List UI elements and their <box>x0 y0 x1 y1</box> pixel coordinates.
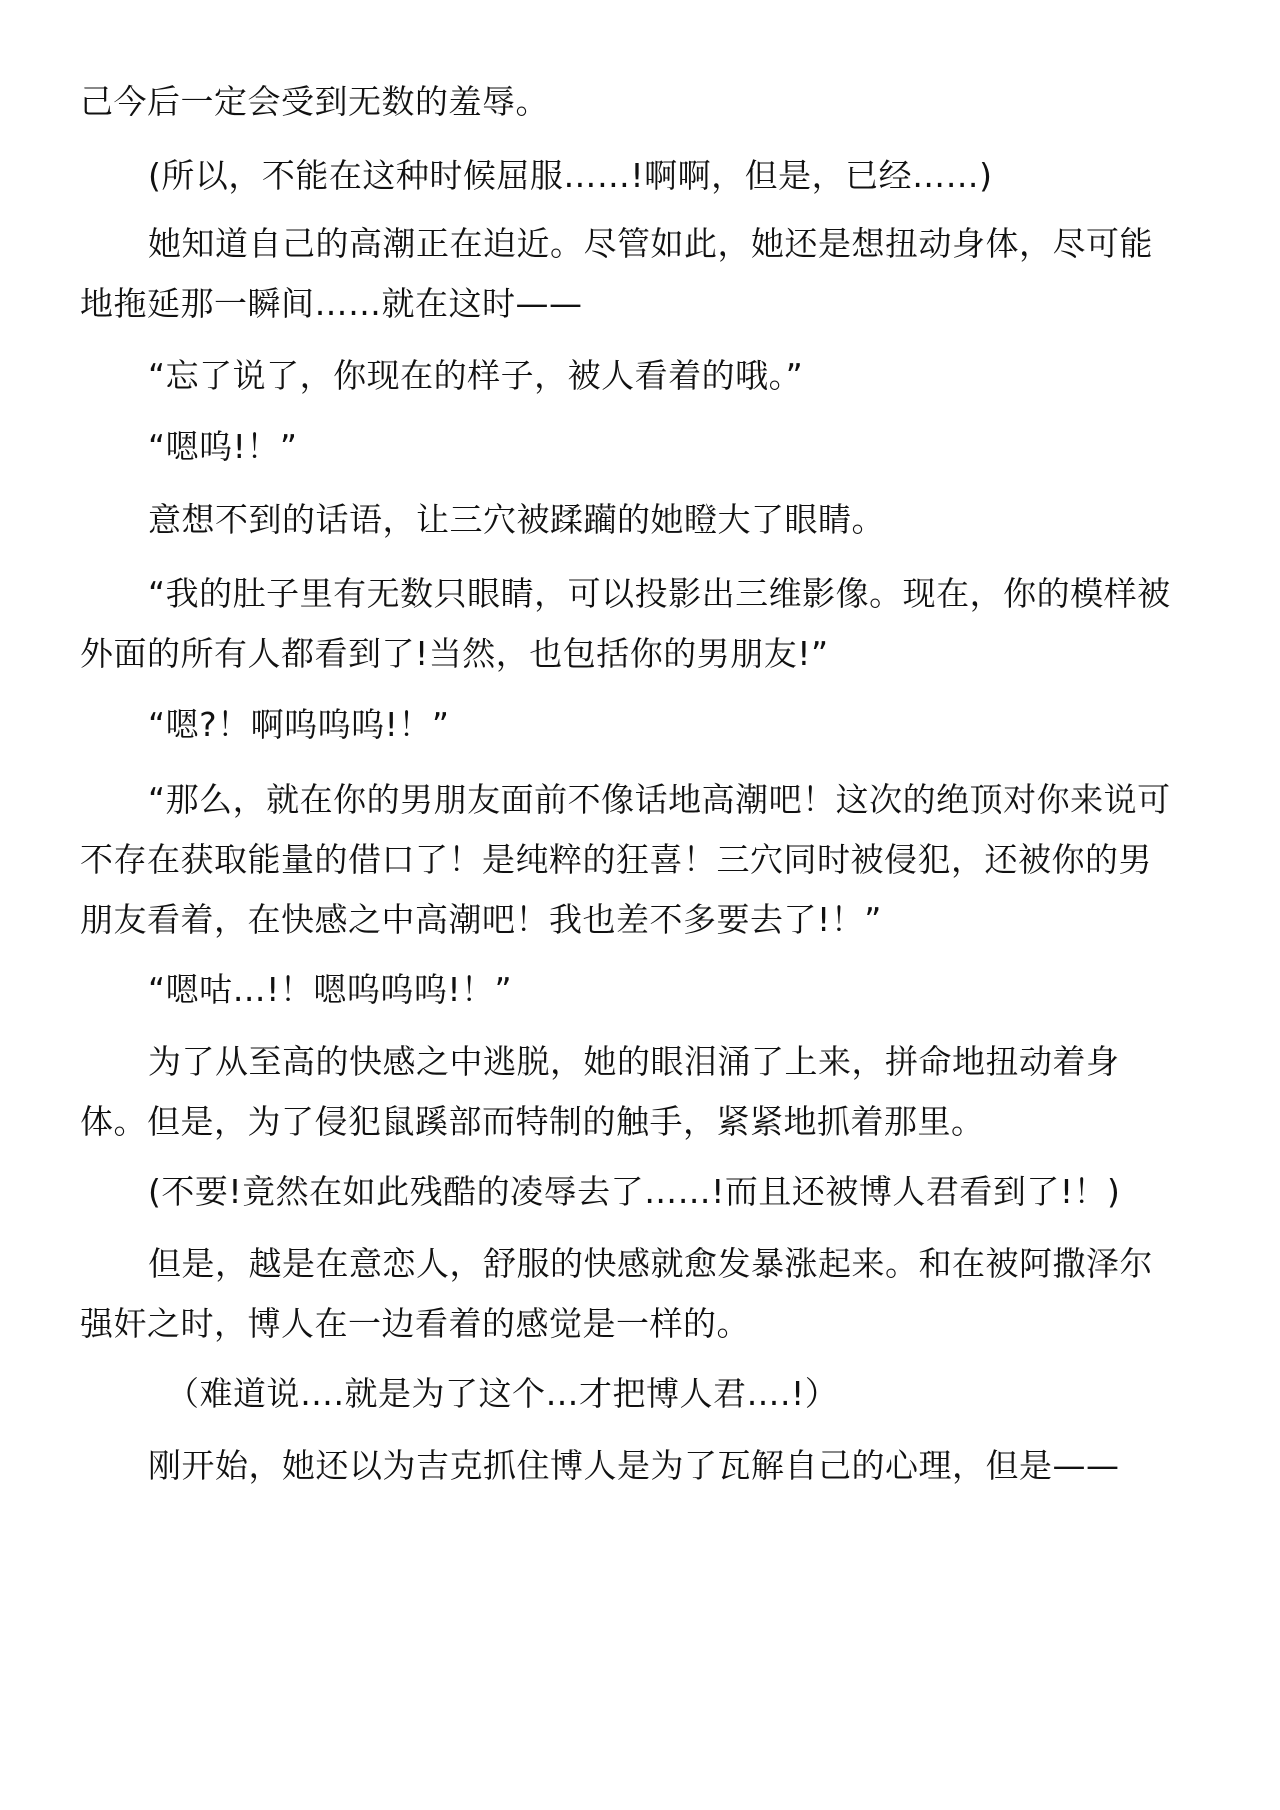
text-line-20: （难道说….就是为了这个…才把博人君….!） <box>166 1374 839 1413</box>
text-line-11: “那么，就在你的男朋友面前不像话地高潮吧！这次的绝顶对你来说可 <box>148 780 1171 819</box>
text-line-15: 为了从至高的快感之中逃脱，她的眼泪涌了上来，拼命地扭动着身 <box>148 1042 1120 1081</box>
text-line-17: (不要!竟然在如此残酷的凌辱去了……!而且还被博人君看到了!！) <box>148 1172 1121 1211</box>
text-line-16: 体。但是，为了侵犯鼠蹊部而特制的触手，紧紧地抓着那里。 <box>80 1102 985 1141</box>
text-line-9: 外面的所有人都看到了!当然，也包括你的男朋友!” <box>80 634 829 673</box>
text-line-12: 不存在获取能量的借口了！是纯粹的狂喜！三穴同时被侵犯，还被你的男 <box>80 840 1152 879</box>
text-line-10: “嗯?！啊呜呜呜!！” <box>148 705 450 744</box>
text-line-19: 强奸之时，博人在一边看着的感觉是一样的。 <box>80 1304 750 1343</box>
text-line-6: “嗯呜!！” <box>148 427 298 466</box>
text-line-18: 但是，越是在意恋人，舒服的快感就愈发暴涨起来。和在被阿撒泽尔 <box>148 1244 1153 1283</box>
text-line-7: 意想不到的话语，让三穴被蹂躏的她瞪大了眼睛。 <box>148 500 885 539</box>
text-line-13: 朋友看着，在快感之中高潮吧！我也差不多要去了!！” <box>80 900 882 939</box>
text-line-2: (所以，不能在这种时候屈服……!啊啊，但是，已经……) <box>148 156 993 195</box>
text-line-1: 己今后一定会受到无数的羞辱。 <box>80 82 549 121</box>
text-line-5: “忘了说了，你现在的样子，被人看着的哦。” <box>148 356 804 395</box>
text-line-21: 刚开始，她还以为吉克抓住博人是为了瓦解自己的心理，但是—— <box>148 1446 1120 1485</box>
text-line-3: 她知道自己的高潮正在迫近。尽管如此，她还是想扭动身体，尽可能 <box>148 224 1153 263</box>
text-line-4: 地拖延那一瞬间……就在这时—— <box>80 284 583 323</box>
text-line-14: “嗯咕…!！嗯呜呜呜!！” <box>148 970 513 1009</box>
text-line-8: “我的肚子里有无数只眼睛，可以投影出三维影像。现在，你的模样被 <box>148 574 1171 613</box>
